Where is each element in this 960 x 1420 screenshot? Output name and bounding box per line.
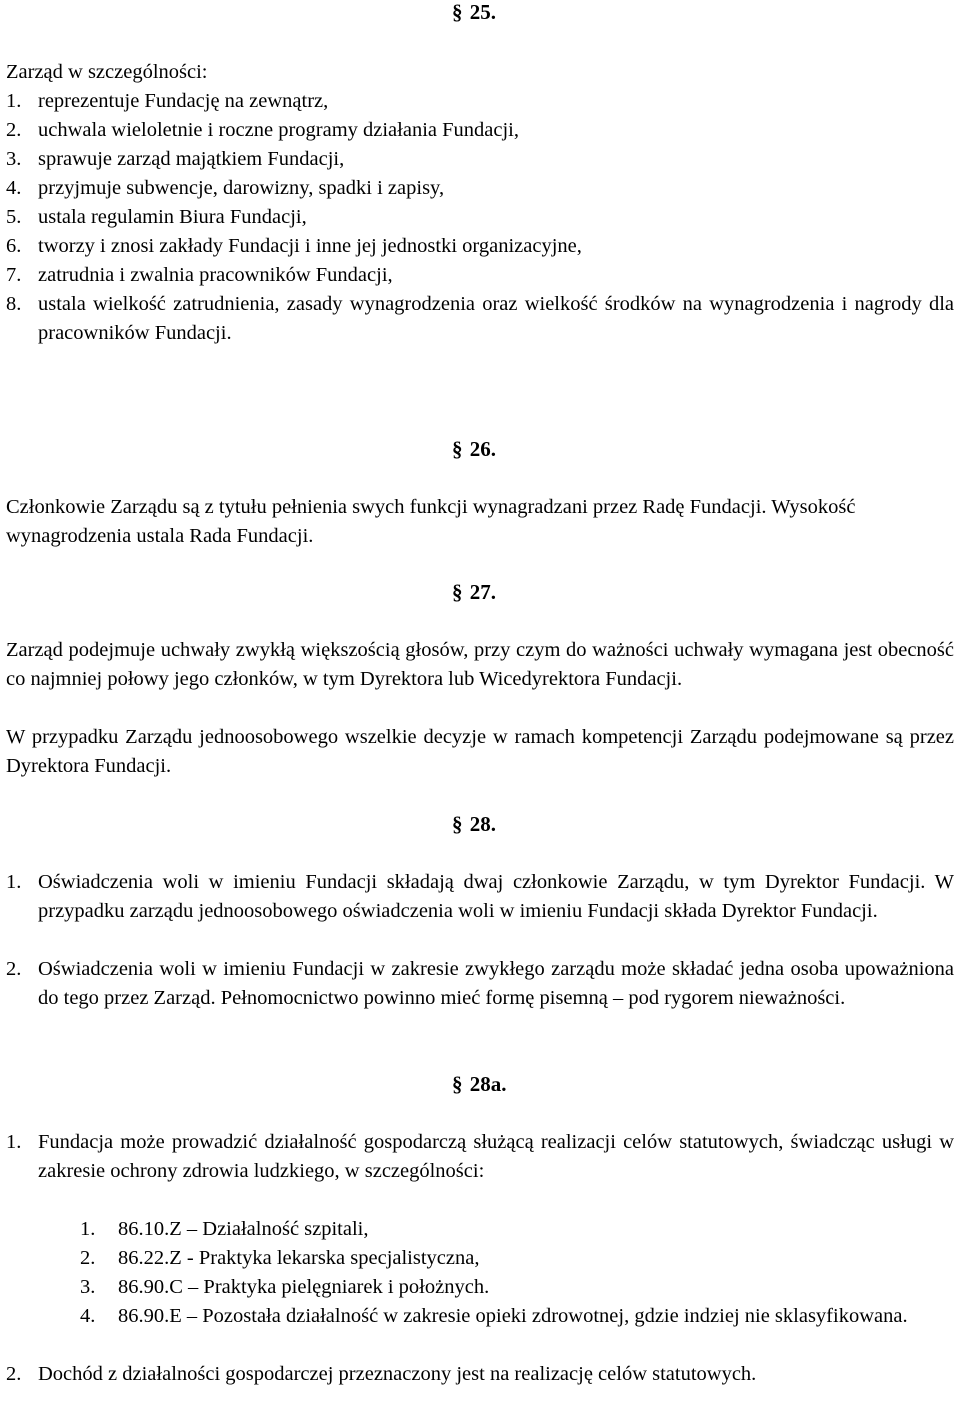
item-text: uchwala wieloletnie i roczne programy działania Fundacji,	[38, 119, 519, 141]
item-text: ustala regulamin Biura Fundacji,	[38, 206, 307, 228]
item-text: Dochód z działalności gospodarczej przeznaczony jest na realizację celów statutowych.	[38, 1363, 757, 1385]
section-28-heading	[452, 810, 496, 839]
item-number: 2.	[80, 1247, 96, 1269]
list-item	[6, 174, 954, 203]
section-28a-heading	[452, 1070, 507, 1099]
section-sign: §	[452, 1072, 463, 1096]
item-text: Oświadczenia woli w imieniu Fundacji składają dwaj członkowie Zarządu, w tym Dyrektor Fundacji. W przypadku zarządu jednoosobowego oświadczenia woli w imieniu Fundacji składa Dyrektor Fundacji.	[38, 871, 954, 922]
item-text: 86.90.C – Praktyka pielęgniarek i położnych.	[118, 1276, 490, 1298]
item-number: 1.	[6, 1131, 22, 1153]
item-text: reprezentuje Fundację na zewnątrz,	[38, 90, 329, 112]
item-text: tworzy i znosi zakłady Fundacji i inne jej jednostki organizacyjne,	[38, 235, 582, 257]
section-sign: §	[452, 437, 463, 461]
list-item	[6, 87, 954, 116]
section-27-paragraph-1: Zarząd podejmuje uchwały zwykłą większością głosów, przy czym do ważności uchwały wymagana jest obecność co najmniej połowy jego członków, w tym Dyrektora lub Wicedyrektora Fundacji.	[6, 639, 954, 690]
item-number: 3.	[80, 1276, 96, 1298]
section-26-heading	[452, 435, 496, 464]
item-number: 7.	[6, 264, 22, 286]
item-number: 8.	[6, 293, 22, 315]
section-number: 25.	[469, 0, 496, 24]
section-26-text: Członkowie Zarządu są z tytułu pełnienia swych funkcji wynagradzani przez Radę Fundacji. Wysokość wynagrodzenia ustala Rada Fundacji.	[6, 496, 856, 547]
item-text: sprawuje zarząd majątkiem Fundacji,	[38, 148, 345, 170]
item-text: Oświadczenia woli w imieniu Fundacji w zakresie zwykłego zarządu może składać jedna osoba upoważniona do tego przez Zarząd. Pełnomocnictwo powinno mieć formę pisemną – pod rygorem nieważności.	[38, 958, 954, 1009]
section-number: 26.	[469, 437, 496, 461]
item-text: ustala wielkość zatrudnienia, zasady wynagrodzenia oraz wielkość środków na wynagrodzenia i nagrody dla pracowników Fundacji.	[38, 293, 954, 344]
list-item	[6, 290, 954, 348]
sub-list-item	[80, 1244, 954, 1273]
item-number: 2.	[6, 958, 22, 980]
list-item	[6, 868, 954, 926]
item-text: 86.22.Z - Praktyka lekarska specjalistyczna,	[118, 1247, 480, 1269]
list-item	[6, 116, 954, 145]
list-item	[6, 145, 954, 174]
item-number: 1.	[6, 871, 22, 893]
list-item	[6, 955, 954, 1013]
item-text: przyjmuje subwencje, darowizny, spadki i zapisy,	[38, 177, 445, 199]
sub-list-item	[80, 1273, 954, 1302]
list-item	[6, 232, 954, 261]
section-number: 28.	[469, 812, 496, 836]
item-text: 86.10.Z – Działalność szpitali,	[118, 1218, 369, 1240]
section-sign: §	[452, 580, 463, 604]
item-number: 2.	[6, 119, 22, 141]
item-text: Fundacja może prowadzić działalność gospodarczą służącą realizacji celów statutowych, świadcząc usługi w zakresie ochrony zdrowia ludzkiego, w szczególności:	[38, 1131, 954, 1182]
list-item	[6, 1360, 954, 1389]
item-number: 1.	[6, 90, 22, 112]
section-27-paragraph-2: W przypadku Zarządu jednoosobowego wszelkie decyzje w ramach kompetencji Zarządu podejmowane są przez Dyrektora Fundacji.	[6, 726, 954, 777]
list-item	[6, 261, 954, 290]
list-item	[6, 203, 954, 232]
item-text: 86.90.E – Pozostała działalność w zakresie opieki zdrowotnej, gdzie indziej nie sklasyfikowana.	[118, 1305, 908, 1327]
sub-list-item	[80, 1302, 954, 1331]
section-27-heading	[452, 578, 496, 607]
item-number: 2.	[6, 1363, 22, 1385]
section-number: 27.	[469, 580, 496, 604]
item-number: 1.	[80, 1218, 96, 1240]
section-25-heading	[452, 0, 496, 27]
item-number: 6.	[6, 235, 22, 257]
section-number: 28a.	[469, 1072, 507, 1096]
item-number: 5.	[6, 206, 22, 228]
item-number: 4.	[6, 177, 22, 199]
item-number: 3.	[6, 148, 22, 170]
section-sign: §	[452, 812, 463, 836]
item-text: zatrudnia i zwalnia pracowników Fundacji,	[38, 264, 393, 286]
list-item	[6, 1128, 954, 1186]
section-25-intro: Zarząd w szczególności:	[6, 61, 208, 83]
item-number: 4.	[80, 1305, 96, 1327]
sub-list-item	[80, 1215, 954, 1244]
section-sign: §	[452, 0, 463, 24]
